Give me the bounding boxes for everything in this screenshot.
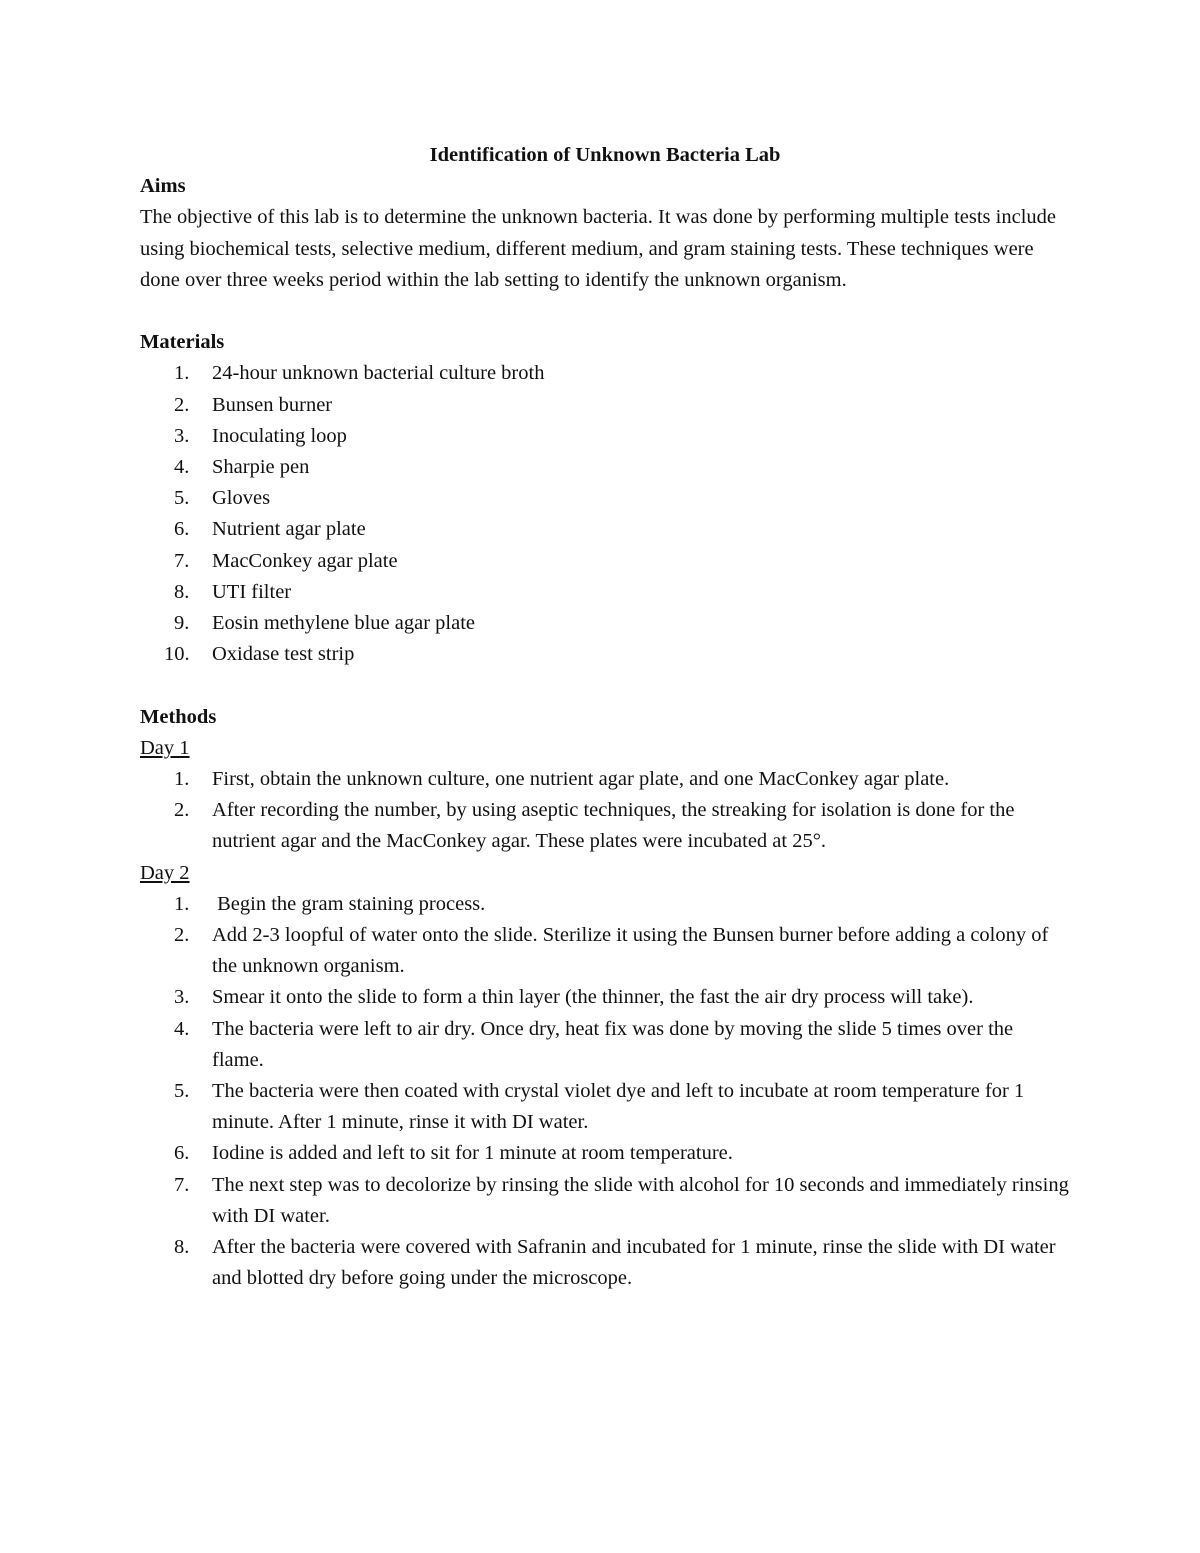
item-number: 3. xyxy=(174,424,190,447)
item-number: 8. xyxy=(174,580,190,603)
item-number: 1. xyxy=(174,362,190,385)
step-text: The bacteria were left to air dry. Once dry, heat fix was done by moving the slide 5 times over the flame. xyxy=(212,1017,1014,1071)
step-text: Iodine is added and left to sit for 1 minute at room temperature. xyxy=(212,1142,733,1165)
step-number: 2. xyxy=(174,799,190,822)
list-item xyxy=(140,452,1070,483)
step-text: Begin the gram staining process. xyxy=(212,892,486,915)
document-page xyxy=(140,140,1070,1294)
list-item xyxy=(140,421,1070,452)
item-text: Gloves xyxy=(212,487,271,510)
item-text: 24-hour unknown bacterial culture broth xyxy=(212,362,545,385)
item-number: 6. xyxy=(174,518,190,541)
list-item xyxy=(140,889,1070,920)
item-text: Bunsen burner xyxy=(212,393,333,416)
item-number: 2. xyxy=(174,393,190,416)
step-number: 4. xyxy=(174,1017,190,1040)
step-text: The bacteria were then coated with crystal violet dye and left to incubate at room temperature for 1 minute. After 1 minute, rinse it with DI water. xyxy=(212,1079,1025,1134)
list-item xyxy=(140,920,1070,982)
materials-heading: Materials xyxy=(140,331,225,354)
step-text: Smear it onto the slide to form a thin layer (the thinner, the fast the air dry process will take). xyxy=(212,986,974,1009)
list-item xyxy=(140,608,1070,639)
step-number: 1. xyxy=(174,892,190,915)
list-item xyxy=(140,390,1070,421)
day2-label: Day 2 xyxy=(140,861,190,884)
step-number: 3. xyxy=(174,986,190,1009)
list-item xyxy=(140,1138,1070,1169)
item-text: Sharpie pen xyxy=(212,455,310,478)
step-number: 1. xyxy=(174,767,190,790)
item-text: Oxidase test strip xyxy=(212,643,355,666)
item-number: 4. xyxy=(174,455,190,478)
step-number: 5. xyxy=(174,1079,190,1102)
step-number: 8. xyxy=(174,1235,190,1258)
step-text: After the bacteria were covered with Safranin and incubated for 1 minute, rinse the slide with DI water and blotted dry before going under the microscope. xyxy=(212,1235,1056,1290)
aims-heading: Aims xyxy=(140,175,186,198)
list-item xyxy=(140,1170,1070,1232)
item-number: 7. xyxy=(174,549,190,572)
list-item xyxy=(140,982,1070,1013)
day1-label: Day 1 xyxy=(140,736,190,759)
item-text: MacConkey agar plate xyxy=(212,549,398,572)
item-number: 10. xyxy=(164,643,190,666)
step-text: Add 2-3 loopful of water onto the slide. Sterilize it using the Bunsen burner before adding a colony of the unknown organism. xyxy=(212,923,1049,978)
list-item xyxy=(140,1232,1070,1294)
step-number: 7. xyxy=(174,1173,190,1196)
list-item xyxy=(140,1014,1070,1076)
item-text: UTI filter xyxy=(212,580,292,603)
step-text: The next step was to decolorize by rinsing the slide with alcohol for 10 seconds and immediately rinsing with DI water. xyxy=(212,1173,1069,1227)
day2-steps xyxy=(140,889,1070,1295)
item-number: 9. xyxy=(174,611,190,634)
step-number: 6. xyxy=(174,1142,190,1165)
spacer xyxy=(140,670,1070,701)
day1-steps xyxy=(140,764,1070,858)
list-item xyxy=(140,795,1070,857)
item-text: Nutrient agar plate xyxy=(212,518,366,541)
methods-heading: Methods xyxy=(140,705,217,728)
step-text: After recording the number, by using aseptic techniques, the streaking for isolation is done for the nutrient agar and the MacConkey agar. These plates were incubated at 25°. xyxy=(212,799,1015,853)
step-text: First, obtain the unknown culture, one nutrient agar plate, and one MacConkey agar plate. xyxy=(212,767,950,790)
step-number: 2. xyxy=(174,923,190,946)
item-number: 5. xyxy=(174,487,190,510)
list-item xyxy=(140,483,1070,514)
list-item xyxy=(140,764,1070,795)
list-item xyxy=(140,546,1070,577)
item-text: Eosin methylene blue agar plate xyxy=(212,611,475,634)
list-item xyxy=(140,639,1070,670)
spacer xyxy=(140,296,1070,327)
list-item xyxy=(140,577,1070,608)
list-item xyxy=(140,1076,1070,1138)
materials-list xyxy=(140,358,1070,670)
item-text: Inoculating loop xyxy=(212,424,347,447)
document-title: Identification of Unknown Bacteria Lab xyxy=(429,144,781,166)
list-item xyxy=(140,514,1070,545)
list-item xyxy=(140,358,1070,389)
aims-text: The objective of this lab is to determine the unknown bacteria. It was done by performing multiple tests include using biochemical tests, selective medium, different medium, and gram staining tests. These techniques were done over three weeks period within the lab setting to identify the unknown organism. xyxy=(140,206,1056,291)
